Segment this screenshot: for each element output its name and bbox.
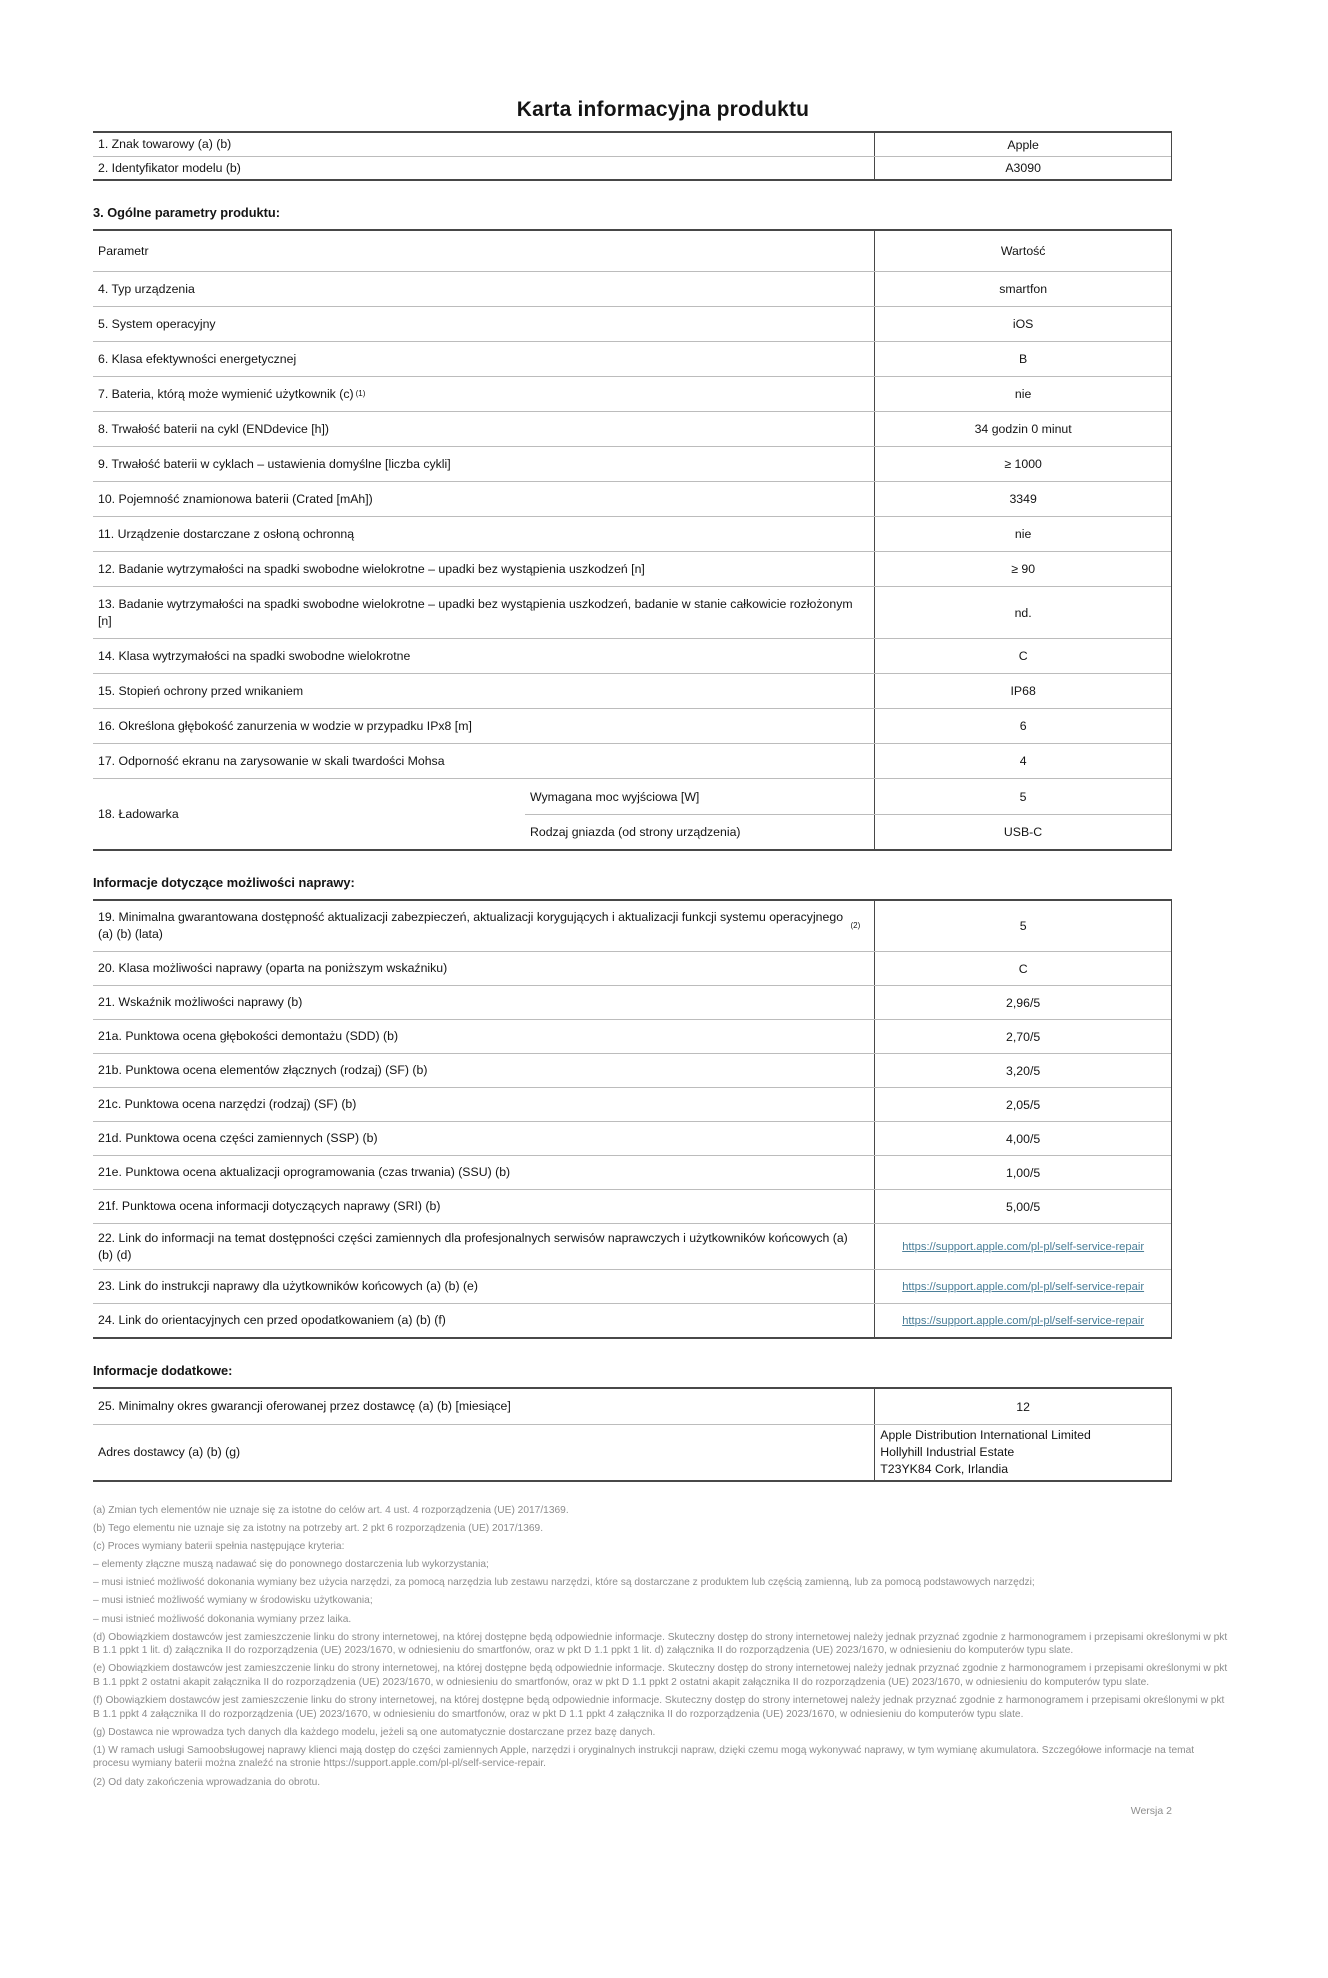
row-label: 22. Link do informacji na temat dostępności części zamiennych dla profesjonalnych serwisów naprawczych i użytkowników końcowych (a) (b) (d) (98, 1230, 848, 1262)
footnote-2: (2) Od daty zakończenia wprowadzania do obrotu. (93, 1776, 321, 1788)
column-header-wartosc: Wartość (874, 231, 1171, 271)
row-label: 4. Typ urządzenia (98, 281, 195, 296)
charger-row (93, 778, 1171, 849)
repairability-table (93, 899, 1172, 1339)
row-label: Adres dostawcy (a) (b) (g) (98, 1445, 241, 1459)
footnote-d: (d) Obowiązkiem dostawców jest zamieszczenie linku do strony internetowej, na której dostępne będą odpowiednie informacje. Skuteczny dostęp do strony internetowej należy jednak przyznać zgodnie z harmonogramem i przepisami określonymi w pkt B 1.1 ppkt 1 lit. d) załącznika II do rozporządzenia (UE) 2023/1670, w odniesieniu do smartfonów, oraz w pkt D 1.1 ppkt 1 lit. d) załącznika II do rozporządzenia (UE) 2023/1670, w odniesieniu do komputerów typu slate. (93, 1631, 1228, 1657)
version-label: Wersja 2 (1130, 1805, 1172, 1818)
row-value: 2,96/5 (874, 986, 1171, 1019)
row-value: 4 (874, 744, 1171, 778)
table-row (93, 743, 1171, 778)
section-heading-additional: Informacje dodatkowe: (93, 1363, 233, 1378)
row-label: 11. Urządzenie dostarczane z osłoną ochronną (98, 526, 355, 541)
subrow-value: 5 (874, 779, 1171, 814)
table-row (93, 1303, 1171, 1337)
row-value: ≥ 1000 (874, 447, 1171, 481)
row-label: 1. Znak towarowy (a) (b) (98, 137, 232, 151)
row-label-text: 19. Minimalna gwarantowana dostępność aktualizacji zabezpieczeń, aktualizacji korygujących i aktualizacji funkcji systemu operacyjnego (a) (b) (lata) (98, 910, 844, 941)
table-row (93, 1269, 1171, 1303)
row-value: 5,00/5 (874, 1190, 1171, 1223)
footnote-c-criterion: – musi istnieć możliwość wymiany w środowisku użytkowania; (93, 1595, 373, 1607)
section-heading-general: 3. Ogólne parametry produktu: (93, 205, 281, 220)
row-label: 18. Ładowarka (98, 807, 179, 821)
table-row (93, 1121, 1171, 1155)
row-value: 4,00/5 (874, 1122, 1171, 1155)
row-value: smartfon (874, 272, 1171, 306)
row-value: 12 (874, 1389, 1171, 1424)
table-row (93, 1389, 1171, 1424)
row-label: 5. System operacyjny (98, 316, 216, 331)
row-value: nd. (874, 587, 1171, 638)
supplier-address-row (93, 1424, 1171, 1480)
table-row (93, 985, 1171, 1019)
row-label: 21d. Punktowa ocena części zamiennych (SSP) (b) (98, 1131, 378, 1145)
repair-manual-link[interactable]: https://support.apple.com/pl-pl/self-service-repair (902, 1280, 1145, 1293)
footnote-c-criterion: – musi istnieć możliwość dokonania wymiany przez laika. (93, 1613, 352, 1625)
row-value (874, 1224, 1171, 1269)
row-label: 9. Trwałość baterii w cyklach – ustawienia domyślne [liczba cykli] (98, 456, 451, 471)
supplier-address-line: Apple Distribution International Limited (880, 1428, 1091, 1442)
supplier-address (874, 1425, 1171, 1480)
row-value: 2,05/5 (874, 1088, 1171, 1121)
row-label: 21a. Punktowa ocena głębokości demontażu (SDD) (b) (98, 1029, 399, 1043)
footnote-c-criterion: – elementy złączne muszą nadawać się do ponownego dostarczenia lub wykorzystania; (93, 1559, 489, 1571)
charger-subtable (525, 779, 1171, 849)
table-row (93, 446, 1171, 481)
footnote-c-criterion: – musi istnieć możliwość dokonania wymiany bez użycia narzędzi, za pomocą narzędzia lub zestawu narzędzi, które są dostarczane z produktem lub częścią zamienną, lub za pomocą podstawowych narzędzi; (93, 1577, 1035, 1589)
charger-subrow (525, 814, 1171, 849)
row-label: 25. Minimalny okres gwarancji oferowanej przez dostawcę (a) (b) [miesiące] (98, 1399, 511, 1413)
row-value: Apple (874, 133, 1171, 156)
subrow-label: Rodzaj gniazda (od strony urządzenia) (530, 825, 741, 839)
table-row (93, 673, 1171, 708)
row-label: 2. Identyfikator modelu (b) (98, 160, 241, 175)
row-label: 12. Badanie wytrzymałości na spadki swobodne wielokrotne – upadki bez wystąpienia uszkodzeń [n] (98, 561, 645, 576)
row-value: nie (874, 377, 1171, 411)
row-value: 5 (874, 901, 1171, 951)
table-row (93, 1053, 1171, 1087)
row-value: 3349 (874, 482, 1171, 516)
table-row (93, 306, 1171, 341)
table-row (93, 901, 1171, 951)
row-value: 2,70/5 (874, 1020, 1171, 1053)
table-row (93, 516, 1171, 551)
section-heading-repair: Informacje dotyczące możliwości naprawy: (93, 875, 355, 890)
table-row (93, 376, 1171, 411)
pricing-link[interactable]: https://support.apple.com/pl-pl/self-service-repair (902, 1314, 1145, 1327)
row-value (874, 1304, 1171, 1337)
page-title: Karta informacyjna produktu (516, 98, 810, 121)
row-label: 7. Bateria, którą może wymienić użytkownik (c) (1) (98, 386, 366, 401)
table-row (93, 1019, 1171, 1053)
footnote-f: (f) Obowiązkiem dostawców jest zamieszczenie linku do strony internetowej, na której dostępne będą odpowiednie informacje. Skuteczny dostęp do strony internetowej należy jednak przyznać zgodnie z harmonogramem i przepisami określonymi w pkt B 1.1 ppkt 4 załącznika II do rozporządzenia (UE) 2023/1670, w odniesieniu do smartfonów, oraz w pkt D 1.1 ppkt 4 załącznika II do rozporządzenia (UE) 2023/1670, w odniesieniu do komputerów typu slate. (93, 1695, 1225, 1720)
row-label: 13. Badanie wytrzymałości na spadki swobodne wielokrotne – upadki bez wystąpienia uszkodzeń, badanie w stanie całkowicie rozłożonym [n] (98, 596, 853, 628)
row-value: C (874, 639, 1171, 673)
spare-parts-link[interactable]: https://support.apple.com/pl-pl/self-service-repair (902, 1240, 1145, 1253)
row-label: 23. Link do instrukcji naprawy dla użytkowników końcowych (a) (b) (e) (98, 1279, 478, 1293)
table-row (93, 156, 1171, 179)
row-label: 21c. Punktowa ocena narzędzi (rodzaj) (SF) (b) (98, 1097, 357, 1111)
additional-info-table (93, 1387, 1172, 1482)
footnote-a: (a) Zmian tych elementów nie uznaje się za istotne do celów art. 4 ust. 4 rozporządzenia (UE) 2017/1369. (93, 1505, 569, 1516)
charger-subrow (525, 779, 1171, 814)
row-label: 14. Klasa wytrzymałości na spadki swobodne wielokrotne (98, 648, 411, 663)
row-label: 20. Klasa możliwości naprawy (oparta na poniższym wskaźniku) (98, 961, 448, 975)
table-row (93, 271, 1171, 306)
general-parameters-table (93, 229, 1172, 851)
supplier-address-line: T23YK84 Cork, Irlandia (880, 1462, 1009, 1476)
table-header-row (93, 231, 1171, 271)
footnote-e: (e) Obowiązkiem dostawców jest zamieszczenie linku do strony internetowej, na której dostępne będą odpowiednie informacje. Skuteczny dostęp do strony internetowej należy jednak przyznać zgodnie z harmonogramem i przepisami określonymi w pkt B 1.1 ppkt 2 ostatni akapit załącznika II do rozporządzenia (UE) 2023/1670, w odniesieniu do smartfonów, oraz w pkt D 1.1 ppkt 2 ostatni akapit załącznika II do rozporządzenia (UE) 2023/1670, w odniesieniu do komputerów typu slate. (93, 1663, 1228, 1688)
footnote-b: (b) Tego elementu nie uznaje się za istotny na potrzeby art. 2 pkt 6 rozporządzenia (UE) 2017/1369. (93, 1523, 544, 1535)
row-label: 21. Wskaźnik możliwości naprawy (b) (98, 995, 303, 1009)
footnote-1: (1) W ramach usługi Samoobsługowej naprawy klienci mają dostęp do części zamiennych Apple, narzędzi i oryginalnych instrukcji napraw, dzięki czemu mogą wykonywać naprawy, w tym wymianę akumulatora. Szczegółowe informacje na temat procesu wymiany baterii można znaleźć na stronie https://support.apple.com/pl-pl/self-service-repair. (93, 1744, 1195, 1770)
table-row (93, 638, 1171, 673)
table-row (93, 1223, 1171, 1269)
column-header-parametr: Parametr (98, 243, 149, 258)
table-row (93, 1087, 1171, 1121)
row-value (874, 1270, 1171, 1303)
supplier-address-line: Hollyhill Industrial Estate (880, 1445, 1015, 1459)
footnote-c: (c) Proces wymiany baterii spełnia następujące kryteria: (93, 1541, 345, 1553)
row-value: nie (874, 517, 1171, 551)
subrow-value: USB-C (874, 815, 1171, 849)
row-label: 21f. Punktowa ocena informacji dotyczących naprawy (SRI) (b) (98, 1199, 441, 1213)
table-row (93, 481, 1171, 516)
row-value: iOS (874, 307, 1171, 341)
table-row (93, 951, 1171, 985)
table-row (93, 133, 1171, 156)
row-value: 3,20/5 (874, 1054, 1171, 1087)
identification-table (93, 131, 1172, 181)
row-label: 21b. Punktowa ocena elementów złącznych (rodzaj) (SF) (b) (98, 1063, 428, 1077)
row-label: 8. Trwałość baterii na cykl (ENDdevice [h]) (98, 421, 329, 436)
row-label: 16. Określona głębokość zanurzenia w wodzie w przypadku IPx8 [m] (98, 718, 472, 733)
row-value: A3090 (874, 157, 1171, 179)
row-label: 6. Klasa efektywności energetycznej (98, 351, 297, 366)
table-row (93, 1155, 1171, 1189)
page (93, 98, 1233, 1817)
row-label: 10. Pojemność znamionowa baterii (Crated [mAh]) (98, 491, 373, 506)
table-row (93, 1189, 1171, 1223)
footnotes (93, 1504, 1233, 1789)
table-row (93, 341, 1171, 376)
table-row (93, 411, 1171, 446)
row-value: ≥ 90 (874, 552, 1171, 586)
row-label: 24. Link do orientacyjnych cen przed opodatkowaniem (a) (b) (f) (98, 1313, 446, 1327)
footnote-g: (g) Dostawca nie wprowadza tych danych dla każdego modelu, jeżeli są one automatycznie dostarczane przez bazę danych. (93, 1726, 656, 1738)
subrow-label: Wymagana moc wyjściowa [W] (530, 789, 700, 804)
table-row (93, 551, 1171, 586)
row-label: 15. Stopień ochrony przed wnikaniem (98, 683, 304, 698)
row-label: 21e. Punktowa ocena aktualizacji oprogramowania (czas trwania) (SSU) (b) (98, 1165, 511, 1179)
row-label-text: 7. Bateria, którą może wymienić użytkownik (c) (98, 386, 354, 401)
row-value: 6 (874, 709, 1171, 743)
row-label: 17. Odporność ekranu na zarysowanie w skali twardości Mohsa (98, 753, 445, 768)
row-value: IP68 (874, 674, 1171, 708)
row-label: 19. Minimalna gwarantowana dostępność aktualizacji zabezpieczeń, aktualizacji korygujących i aktualizacji funkcji systemu operacyjnego (a) (b) (lata) (2) (98, 910, 861, 941)
table-row (93, 586, 1171, 638)
row-value: 34 godzin 0 minut (874, 412, 1171, 446)
row-value: 1,00/5 (874, 1156, 1171, 1189)
table-row (93, 708, 1171, 743)
row-value: B (874, 342, 1171, 376)
row-value: C (874, 952, 1171, 985)
